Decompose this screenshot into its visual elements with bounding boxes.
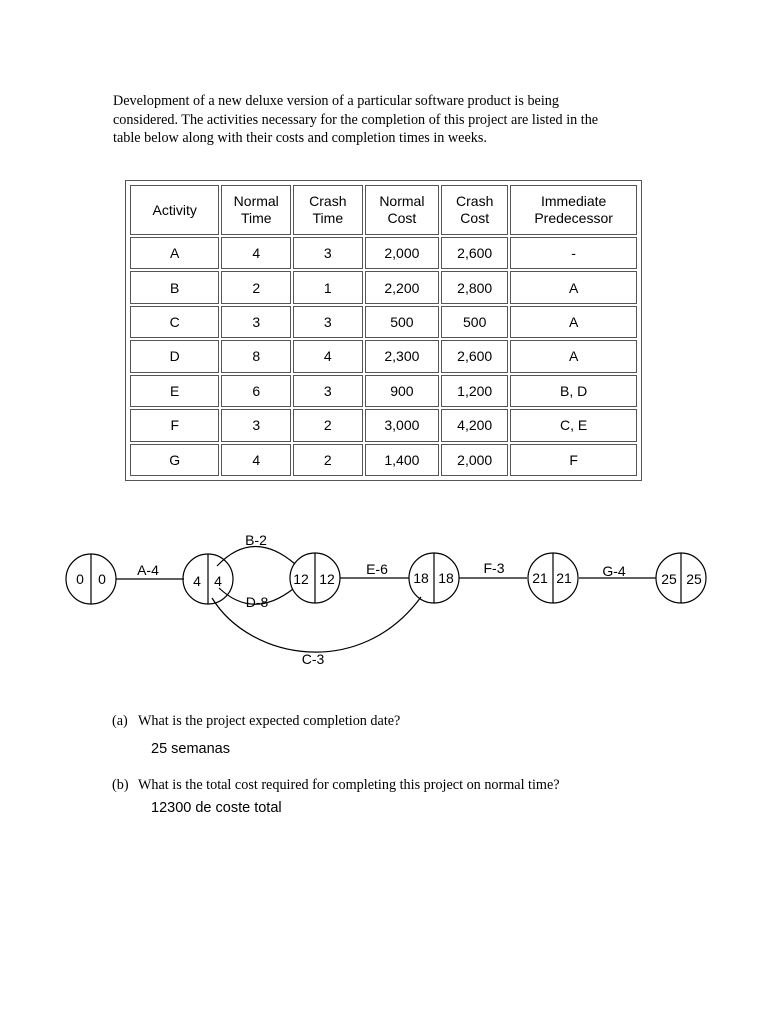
header-normal-time: Normal Time [221,185,291,235]
header-crash-cost: Crash Cost [441,185,508,235]
question-b-number: (b) [112,777,129,793]
table-cell: 500 [365,306,440,338]
header-crash-time: Crash Time [293,185,363,235]
table-cell: 3,000 [365,409,440,441]
node-2-left: 12 [293,571,309,587]
table-cell: 2,000 [441,444,508,476]
table-cell: B [130,271,219,303]
table-row [130,306,637,338]
intro-line-3: table below along with their costs and completion times in weeks. [113,130,487,147]
table-cell: 3 [221,306,291,338]
table-cell: B, D [510,375,637,407]
table-row [130,444,637,476]
table-cell: F [510,444,637,476]
table-cell: D [130,340,219,372]
node-0-right: 0 [98,571,106,587]
question-b-text: What is the total cost required for completing this project on normal time? [138,777,560,793]
header-normal-cost: Normal Cost [365,185,440,235]
intro-line-2: considered. The activities necessary for the completion of this project are listed in the [113,111,599,128]
table-cell: E [130,375,219,407]
table-cell: 2 [293,409,363,441]
node-5-left: 25 [661,571,677,587]
table-row [130,409,637,441]
table-cell: 2,200 [365,271,440,303]
table-cell: 900 [365,375,440,407]
node-3-right: 18 [438,570,454,586]
table-cell: F [130,409,219,441]
table-cell: 2 [293,444,363,476]
table-cell: A [130,237,219,269]
node-4-left: 21 [532,570,548,586]
edge-a-label: A-4 [137,562,159,578]
table-cell: 3 [293,375,363,407]
intro-paragraph [113,92,653,148]
question-b [112,777,672,794]
answer-b: 12300 de coste total [151,800,282,816]
table-cell: 1 [293,271,363,303]
table-cell: 3 [221,409,291,441]
table-cell: 2,800 [441,271,508,303]
table-cell: 1,400 [365,444,440,476]
edge-g-label: G-4 [602,563,626,579]
table-cell: A [510,271,637,303]
table-cell: 4,200 [441,409,508,441]
table-cell: 6 [221,375,291,407]
node-5-right: 25 [686,571,702,587]
activity-table [128,183,639,478]
question-a [112,713,672,730]
table-cell: 2 [221,271,291,303]
table-cell: C, E [510,409,637,441]
table-cell: 4 [221,237,291,269]
header-activity: Activity [130,185,219,235]
edge-e-label: E-6 [366,561,388,577]
header-immediate-predecessor: Immediate Predecessor [510,185,637,235]
edge-c-label: C-3 [301,651,325,667]
table-cell: 2,000 [365,237,440,269]
edge-b-line [217,546,295,566]
node-1-right: 4 [214,573,222,589]
table-row [130,375,637,407]
edge-d-label: D-8 [245,594,269,610]
table-cell: 2,300 [365,340,440,372]
table-cell: A [510,306,637,338]
node-4-right: 21 [556,570,572,586]
table-cell: 8 [221,340,291,372]
table-cell: 500 [441,306,508,338]
table-row [130,340,637,372]
answer-a: 25 semanas [151,741,230,757]
edge-b-label: B-2 [245,532,267,548]
question-a-number: (a) [112,713,128,729]
table-cell: A [510,340,637,372]
node-1-left: 4 [193,573,201,589]
table-cell: 2,600 [441,340,508,372]
question-a-text: What is the project expected completion date? [138,713,401,729]
activity-table-frame [125,180,642,481]
table-cell: 4 [293,340,363,372]
node-0-left: 0 [76,571,84,587]
table-cell: 2,600 [441,237,508,269]
table-cell: 3 [293,306,363,338]
edge-f-label: F-3 [483,560,505,576]
node-3-left: 18 [413,570,429,586]
table-cell: G [130,444,219,476]
table-cell: C [130,306,219,338]
table-row [130,271,637,303]
node-2-right: 12 [319,571,335,587]
table-header-row [130,185,637,235]
edge-c-line [212,597,421,652]
table-cell: 4 [221,444,291,476]
table-row [130,237,637,269]
table-cell: 3 [293,237,363,269]
intro-line-1: Development of a new deluxe version of a particular software product is being [113,93,559,109]
table-cell: 1,200 [441,375,508,407]
project-network-diagram [0,520,768,680]
table-cell: - [510,237,637,269]
